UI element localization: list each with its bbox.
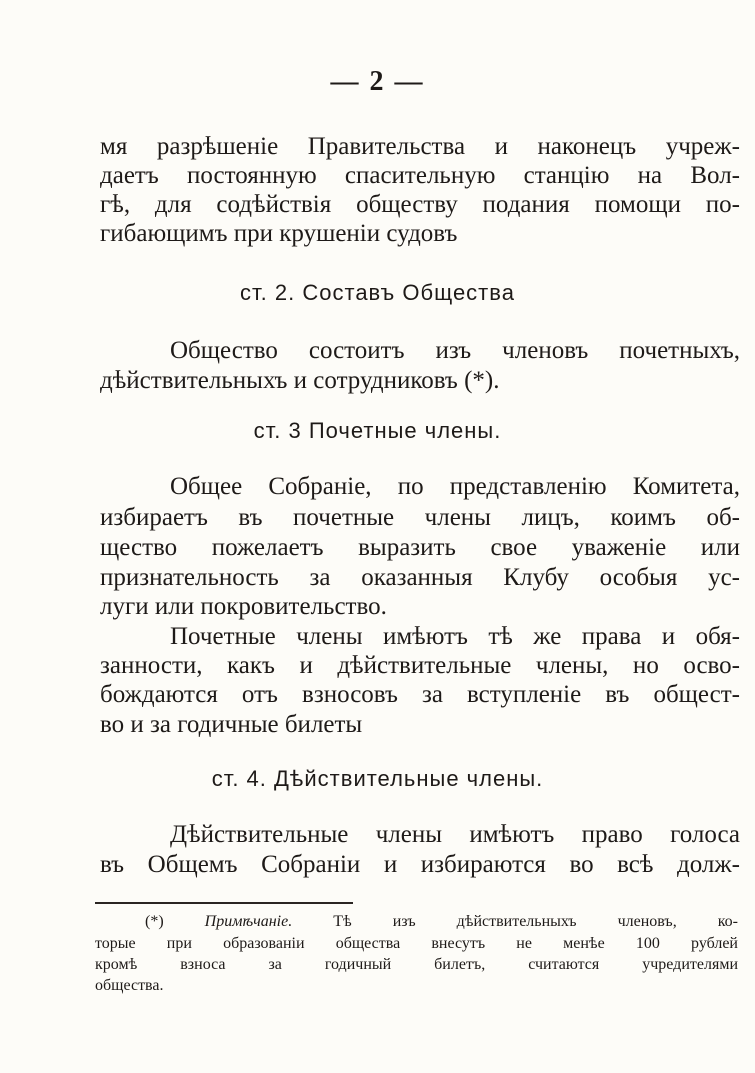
body-line: щество пожелаетъ выразить свое уваженіе или	[100, 534, 740, 561]
footnote-marker: (*)	[145, 913, 164, 930]
body-line: бождаются отъ взносовъ за вступленіе въ общест-	[100, 681, 740, 708]
body-line: гибающимъ при крушеніи судовъ	[100, 220, 458, 247]
body-line: признательность за оказанныя Клубу особыя ус-	[100, 564, 740, 591]
page-number: — 2 —	[330, 66, 425, 97]
body-line: Общее Собраніе, по представленію Комитета,	[170, 473, 740, 500]
body-line: дѣйствительныхъ и сотрудниковъ (*).	[100, 367, 500, 394]
body-line: гѣ, для содѣйствія обществу подания помощи по-	[100, 191, 740, 218]
footnote-line: кромѣ взноса за годичный билетъ, считаются учредителями	[95, 956, 738, 973]
footnote-text: Тѣ изъ дѣйствительныхъ членовъ, ко-	[333, 913, 739, 930]
body-line: Дѣйствительные члены имѣютъ право голоса	[170, 821, 740, 848]
footnote-divider	[95, 902, 353, 904]
body-line: мя разрѣшеніе Правительства и наконецъ учреж-	[100, 133, 740, 160]
body-line: въ Общемъ Собраніи и избираются во всѣ долж-	[100, 851, 740, 878]
body-line: избираетъ въ почетные члены лицъ, коимъ об-	[100, 504, 740, 531]
body-line: во и за годичные билеты	[100, 711, 363, 738]
footnote-label: Примѣчаніе.	[204, 913, 293, 930]
section-heading: ст. 4. Дѣйствительные члены.	[211, 766, 544, 791]
body-line: занности, какъ и дѣйствительные члены, но осво-	[100, 652, 740, 679]
footnote-line	[145, 912, 738, 932]
body-line: даетъ постоянную спасительную станцію на Вол-	[100, 162, 740, 189]
footnote-line: торые при образованіи общества внесутъ не менѣе 100 рублей	[95, 935, 738, 952]
section-heading: ст. 2. Составъ Общества	[240, 280, 515, 305]
body-line: Почетные члены имѣютъ тѣ же права и обя-	[170, 623, 740, 650]
body-line: Общество состоитъ изъ членовъ почетныхъ,	[170, 337, 740, 364]
footnote-line: общества.	[95, 977, 164, 994]
section-heading: ст. 3 Почетные члены.	[253, 418, 502, 443]
body-line: луги или покровительство.	[100, 593, 387, 620]
